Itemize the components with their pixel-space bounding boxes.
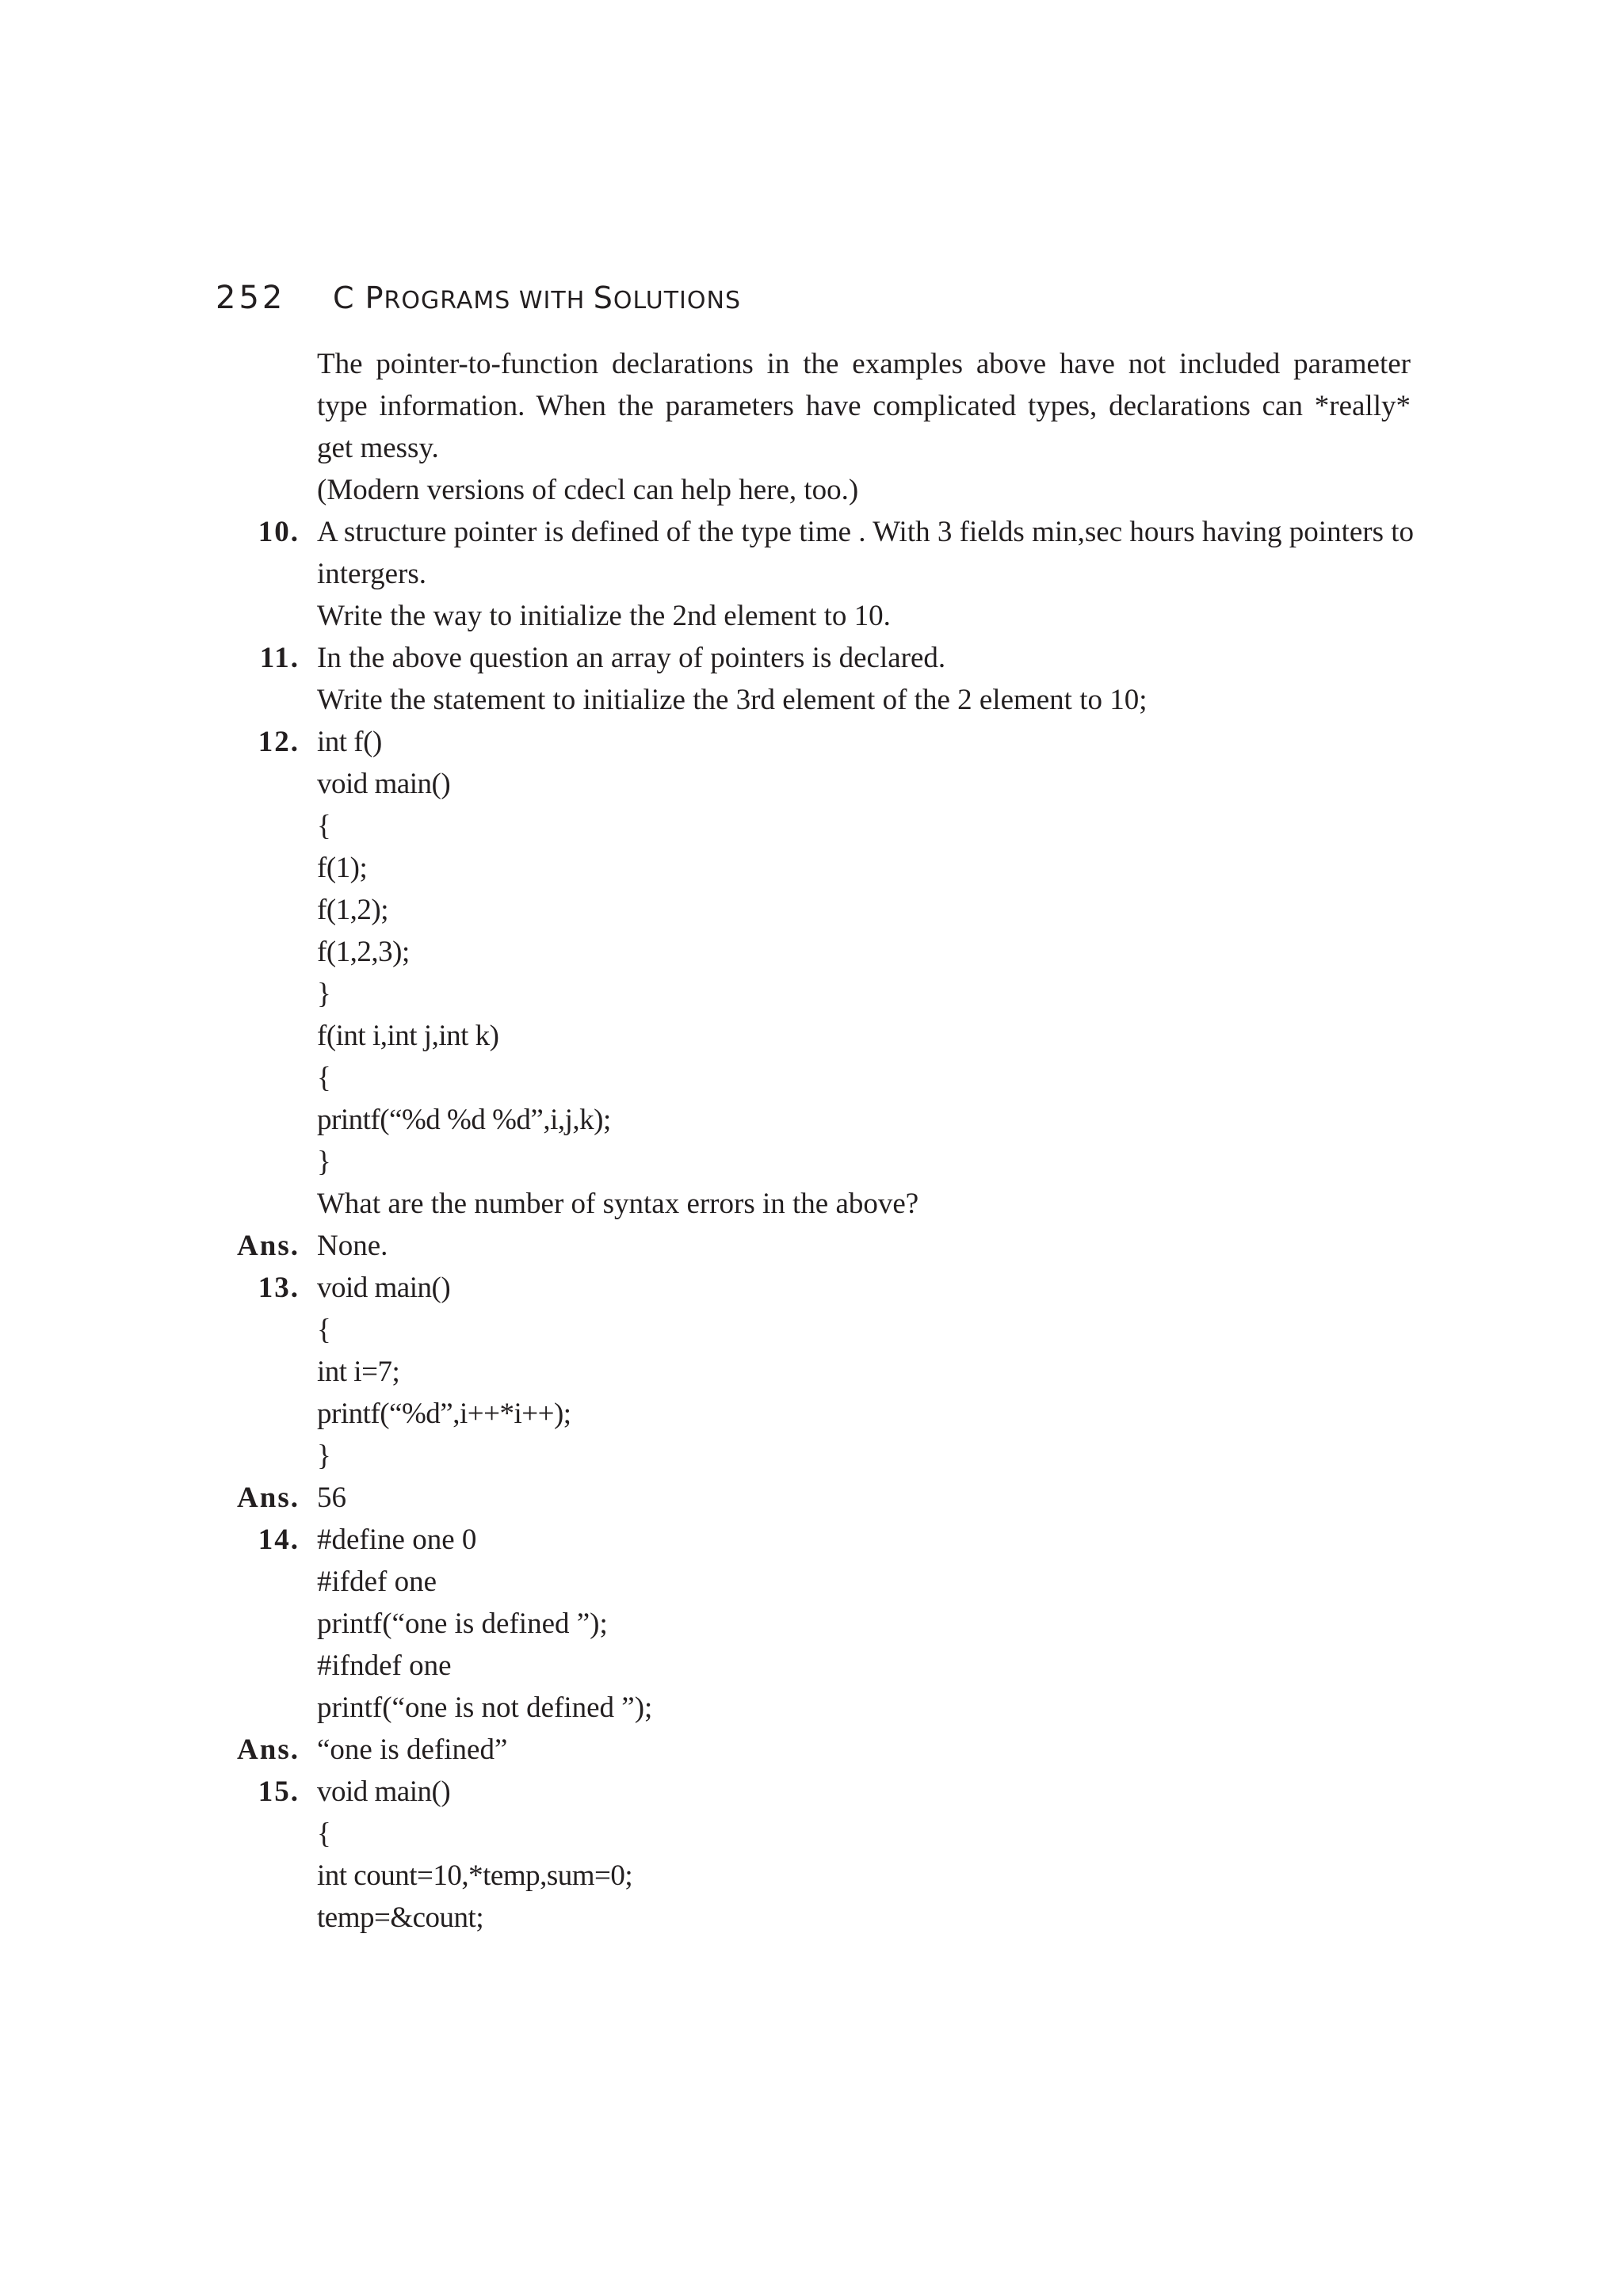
question-line <box>0 1519 1623 1561</box>
question-number: 10. <box>258 516 300 548</box>
text-line <box>0 1645 1623 1687</box>
text-line <box>0 847 1623 889</box>
text-line <box>0 553 1623 595</box>
page-header <box>216 277 741 318</box>
code-line: int i=7; <box>317 1356 400 1388</box>
text-line <box>0 1813 1623 1855</box>
text-content: get messy. <box>317 432 439 464</box>
text-line <box>0 385 1623 427</box>
text-content: #ifndef one <box>317 1650 452 1682</box>
running-title-part: OLUTIONS <box>613 287 741 315</box>
code-line: } <box>317 1146 331 1178</box>
text-line <box>0 1099 1623 1141</box>
code-line: { <box>317 1817 331 1850</box>
text-line <box>0 595 1623 637</box>
text-content: The pointer-to-function declarations in the examples above have not included parameter <box>317 348 1411 380</box>
text-line <box>0 1435 1623 1477</box>
text-line <box>0 973 1623 1015</box>
text-line <box>0 889 1623 931</box>
text-content: 56 <box>317 1482 346 1514</box>
code-line: int f() <box>317 726 382 758</box>
code-line: void main() <box>317 768 451 800</box>
text-line <box>0 469 1623 511</box>
text-line <box>0 1057 1623 1099</box>
running-title-part: P <box>365 280 384 315</box>
running-title-part: S <box>593 280 613 315</box>
text-content: #define one 0 <box>317 1524 477 1556</box>
text-line <box>0 1687 1623 1729</box>
text-content: Write the statement to initialize the 3rd element of the 2 element to 10; <box>317 684 1148 716</box>
code-line: } <box>317 978 331 1010</box>
text-line <box>0 1897 1623 1939</box>
text-line <box>0 1141 1623 1183</box>
question-line <box>0 511 1623 553</box>
question-line <box>0 721 1623 763</box>
question-number: 15. <box>258 1775 300 1808</box>
answer-label: Ans. <box>237 1733 300 1766</box>
code-line: f(1,2); <box>317 894 388 926</box>
running-title-part: C <box>333 280 365 315</box>
page-number: 252 <box>216 280 286 316</box>
question-line <box>0 1477 1623 1519</box>
text-line <box>0 679 1623 721</box>
code-line: { <box>317 810 331 842</box>
question-number: 14. <box>258 1524 300 1556</box>
text-line <box>0 1183 1623 1225</box>
code-line: void main() <box>317 1272 451 1304</box>
text-line <box>0 1309 1623 1351</box>
page-body <box>0 343 1623 1939</box>
text-content: None. <box>317 1230 388 1262</box>
text-content: A structure pointer is defined of the type time . With 3 fields min,sec hours having pointers to <box>317 516 1415 548</box>
text-line <box>0 427 1623 469</box>
text-content: printf(“one is not defined ”); <box>317 1691 653 1724</box>
text-line <box>0 1855 1623 1897</box>
question-line <box>0 1771 1623 1813</box>
question-line <box>0 1225 1623 1267</box>
code-line: } <box>317 1440 331 1472</box>
text-line <box>0 343 1623 385</box>
text-line <box>0 1351 1623 1393</box>
text-line <box>0 763 1623 805</box>
code-line: f(1,2,3); <box>317 936 410 968</box>
question-line <box>0 637 1623 679</box>
code-line: printf(“%d %d %d”,i,j,k); <box>317 1104 611 1136</box>
question-number: 12. <box>258 726 300 758</box>
code-line: temp=&count; <box>317 1901 484 1934</box>
text-line <box>0 1393 1623 1435</box>
running-title <box>333 280 741 315</box>
code-line: f(1); <box>317 852 368 884</box>
text-content: (Modern versions of cdecl can help here, too.) <box>317 474 859 506</box>
text-content: In the above question an array of pointers is declared. <box>317 642 946 674</box>
text-line <box>0 931 1623 973</box>
text-content: printf(“one is defined ”); <box>317 1608 608 1640</box>
code-line: { <box>317 1314 331 1346</box>
running-title-part: ROGRAMS WITH <box>384 287 594 315</box>
code-line: void main() <box>317 1775 451 1808</box>
code-line: printf(“%d”,i++*i++); <box>317 1398 571 1430</box>
text-line <box>0 1561 1623 1603</box>
text-content: What are the number of syntax errors in the above? <box>317 1188 919 1220</box>
code-line: f(int i,int j,int k) <box>317 1020 499 1052</box>
answer-label: Ans. <box>237 1482 300 1514</box>
text-line <box>0 1015 1623 1057</box>
code-line: int count=10,*temp,sum=0; <box>317 1859 633 1892</box>
question-number: 13. <box>258 1272 300 1304</box>
text-content: “one is defined” <box>317 1733 508 1766</box>
text-content: Write the way to initialize the 2nd element to 10. <box>317 600 891 632</box>
answer-label: Ans. <box>237 1230 300 1262</box>
text-content: type information. When the parameters have complicated types, declarations can *really* <box>317 390 1411 422</box>
question-number: 11. <box>259 642 300 674</box>
text-line <box>0 805 1623 847</box>
question-line <box>0 1729 1623 1771</box>
code-line: { <box>317 1062 331 1094</box>
text-line <box>0 1603 1623 1645</box>
question-line <box>0 1267 1623 1309</box>
text-content: #ifdef one <box>317 1566 437 1598</box>
text-content: intergers. <box>317 558 427 590</box>
